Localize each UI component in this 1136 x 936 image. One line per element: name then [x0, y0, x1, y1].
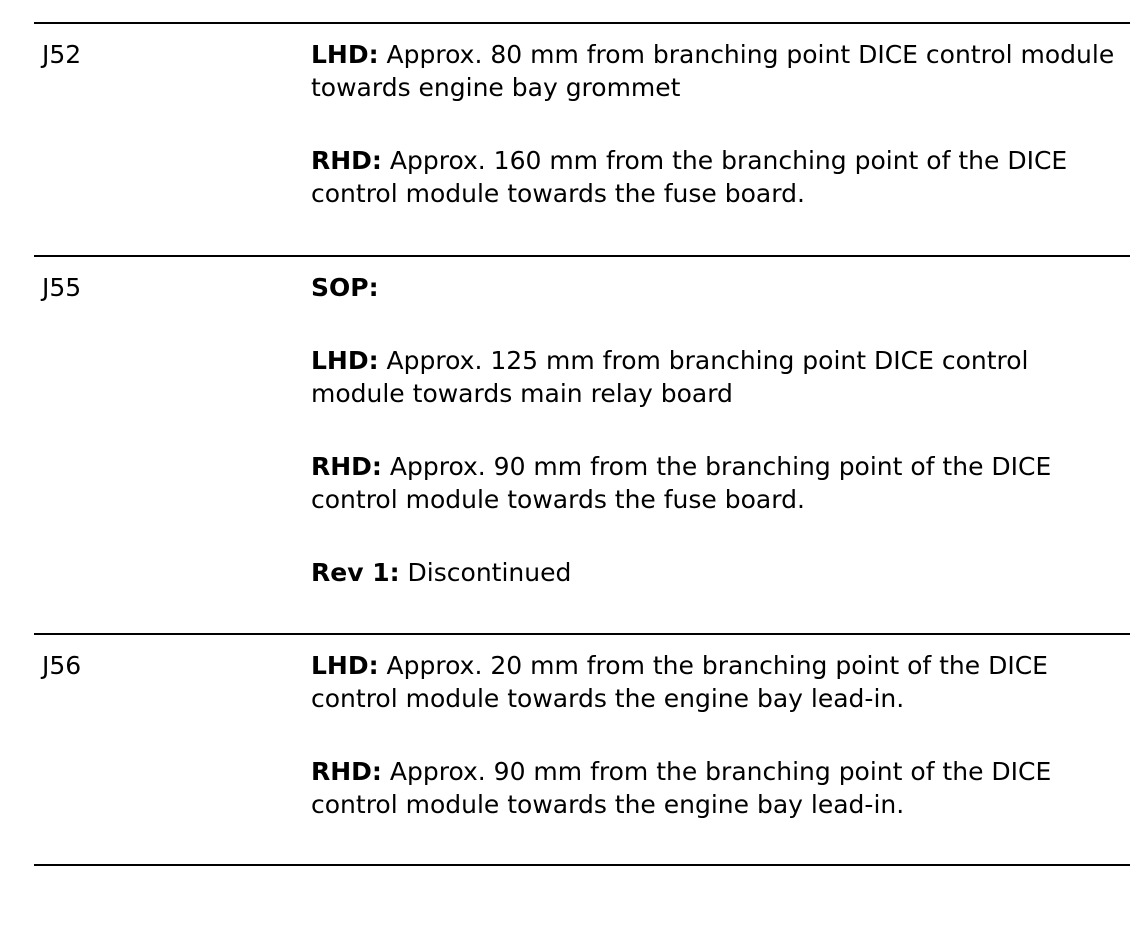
variant-text: Approx. 90 mm from the branching point of the DICE control module towards the engine bay lead-in. [311, 757, 1052, 819]
variant-tag: LHD: [311, 651, 379, 680]
variant-text: Approx. 20 mm from the branching point of the DICE control module towards the engine bay lead-in. [311, 651, 1048, 713]
variant-tag: SOP: [311, 273, 379, 302]
variant-tag: Rev 1: [311, 558, 400, 587]
connector-location-table [34, 22, 1130, 866]
variant-tag: LHD: [311, 40, 379, 69]
table-row [34, 633, 1130, 866]
variant-text: Approx. 125 mm from branching point DICE control module towards main relay board [311, 346, 1029, 408]
location-paragraph [311, 450, 1126, 516]
variant-text: Discontinued [399, 558, 572, 587]
variant-tag: RHD: [311, 757, 382, 786]
connector-code: J56 [42, 651, 82, 680]
variant-tag: RHD: [311, 146, 382, 175]
variant-text: Approx. 160 mm from the branching point of the DICE control module towards the fuse board. [311, 146, 1068, 208]
location-paragraph [311, 755, 1126, 821]
location-description [311, 635, 1130, 821]
location-description [311, 257, 1130, 589]
location-paragraph [311, 556, 1126, 589]
location-paragraph [311, 344, 1126, 410]
variant-text: Approx. 90 mm from the branching point of the DICE control module towards the fuse board. [311, 452, 1052, 514]
connector-code: J52 [42, 40, 82, 69]
location-description [311, 24, 1130, 210]
variant-text: Approx. 80 mm from branching point DICE control module towards engine bay grommet [311, 40, 1115, 102]
variant-tag: RHD: [311, 452, 382, 481]
connector-code: J55 [42, 273, 82, 302]
location-paragraph [311, 271, 1126, 304]
location-paragraph [311, 144, 1126, 210]
location-paragraph [311, 38, 1126, 104]
table-row [34, 255, 1130, 633]
variant-tag: LHD: [311, 346, 379, 375]
table-row [34, 22, 1130, 255]
location-paragraph [311, 649, 1126, 715]
